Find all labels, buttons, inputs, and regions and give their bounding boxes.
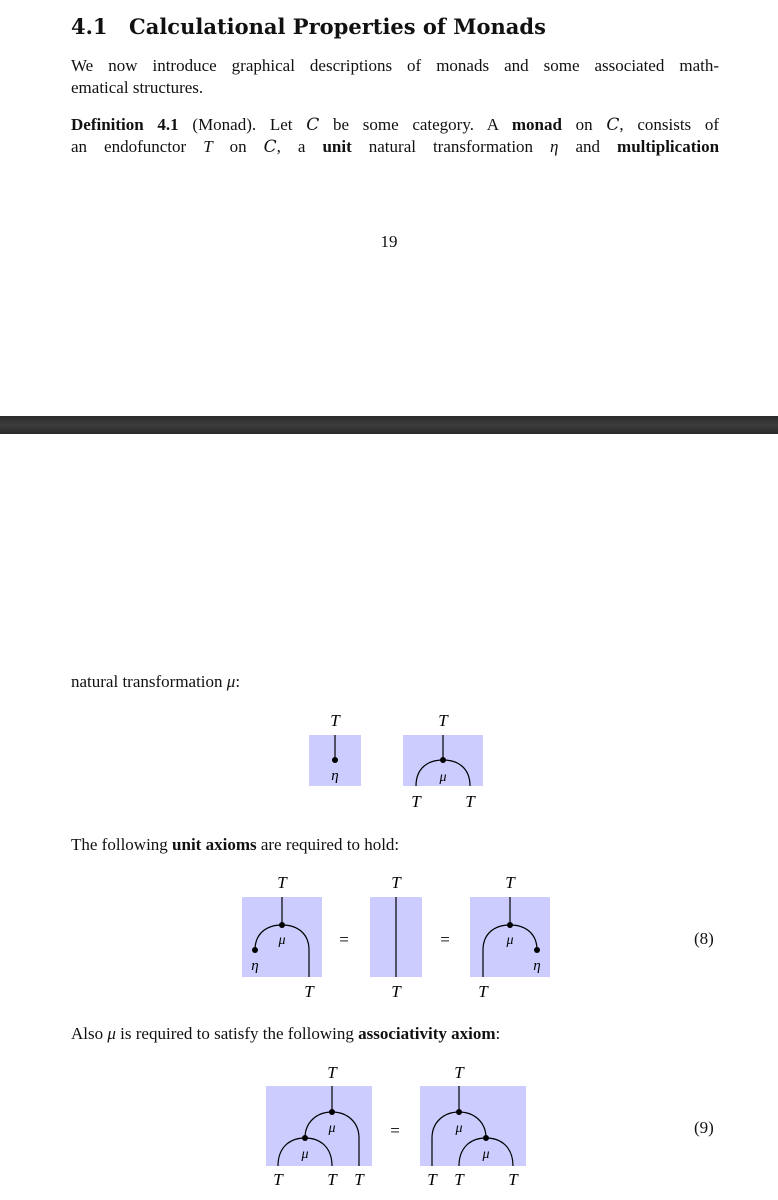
mu-node bbox=[456, 1109, 462, 1115]
unit-diagram bbox=[309, 711, 361, 786]
right-unit-diagram bbox=[470, 873, 550, 1001]
unit-axioms-diagram bbox=[230, 870, 570, 1002]
mu-node bbox=[483, 1135, 489, 1141]
equals-sign: = bbox=[440, 930, 450, 949]
definition-line-1 bbox=[71, 114, 719, 136]
diagram-box bbox=[420, 1086, 526, 1166]
eta-node bbox=[534, 947, 540, 953]
section-heading bbox=[71, 14, 546, 39]
label-mu: μ bbox=[301, 1147, 309, 1162]
label-T-top: T bbox=[454, 1063, 464, 1082]
continuation-line bbox=[71, 672, 240, 691]
definition-text: on bbox=[575, 115, 593, 134]
mu-node bbox=[329, 1109, 335, 1115]
label-T-bottom: T bbox=[478, 982, 488, 1001]
mu-node bbox=[507, 922, 513, 928]
definition-text: an endofunctor bbox=[71, 137, 187, 156]
term-multiplication: multiplication bbox=[617, 137, 720, 156]
definition-text: natural transformation bbox=[368, 137, 534, 156]
label-mu: μ bbox=[482, 1147, 490, 1162]
label-T-bottom: T bbox=[273, 1170, 283, 1189]
label-mu: μ bbox=[455, 1121, 463, 1136]
label-eta: η bbox=[533, 958, 541, 974]
label-T-bottom: T bbox=[454, 1170, 464, 1189]
assoc-text: Also bbox=[71, 1024, 104, 1043]
label-mu: μ bbox=[278, 933, 286, 948]
term-unit-axioms: unit axioms bbox=[172, 835, 257, 854]
label-eta: η bbox=[331, 768, 339, 784]
definition-text: and bbox=[575, 137, 601, 156]
unit-axioms-line bbox=[71, 835, 399, 854]
label-T-bottom: T bbox=[427, 1170, 437, 1189]
label-T-bottom: T bbox=[327, 1170, 337, 1189]
colon: : bbox=[235, 672, 241, 691]
term-monad: monad bbox=[511, 115, 562, 134]
definition-label: Definition 4.1 bbox=[71, 115, 179, 134]
definition-text: be some category. A bbox=[332, 115, 499, 134]
label-T-top: T bbox=[438, 711, 448, 730]
definition-text: Let bbox=[269, 115, 293, 134]
label-T-top: T bbox=[327, 1063, 337, 1082]
definition-text: , consists of bbox=[619, 115, 720, 134]
definition-line-2 bbox=[71, 136, 719, 158]
continuation-paragraph bbox=[71, 671, 719, 693]
intro-line-1: We now introduce graphical descriptions of monads and some associated math- bbox=[71, 56, 719, 75]
mult-diagram bbox=[403, 711, 483, 811]
label-T-top: T bbox=[505, 873, 515, 892]
label-T-bottom: T bbox=[354, 1170, 364, 1189]
equals-sign: = bbox=[339, 930, 349, 949]
equals-sign: = bbox=[390, 1121, 400, 1140]
term-unit: unit bbox=[322, 137, 352, 156]
unit-axioms-paragraph bbox=[71, 834, 719, 856]
label-T-bottom: T bbox=[304, 982, 314, 1001]
label-eta: η bbox=[251, 958, 259, 974]
term-associativity-axiom: associativity axiom bbox=[358, 1024, 496, 1043]
definition-text: , a bbox=[276, 137, 306, 156]
right-assoc-diagram bbox=[420, 1063, 526, 1189]
intro-paragraph bbox=[71, 55, 719, 99]
label-mu: μ bbox=[328, 1121, 336, 1136]
mu-node bbox=[302, 1135, 308, 1141]
page-separator bbox=[0, 416, 778, 434]
mu-node bbox=[440, 757, 446, 763]
associativity-paragraph bbox=[71, 1023, 719, 1045]
definition-paren: (Monad). bbox=[192, 115, 257, 134]
left-assoc-diagram bbox=[266, 1063, 372, 1189]
eta-node bbox=[252, 947, 258, 953]
equation-number-9: (9) bbox=[694, 1118, 714, 1137]
associativity-line bbox=[71, 1024, 500, 1043]
assoc-text: : bbox=[495, 1024, 501, 1043]
category-symbol: C bbox=[606, 115, 620, 135]
label-T-bottom: T bbox=[465, 792, 475, 811]
page-number: 19 bbox=[380, 232, 398, 251]
eta-node bbox=[332, 757, 338, 763]
label-T-top: T bbox=[330, 711, 340, 730]
category-symbol: C bbox=[263, 137, 277, 157]
symbol-mu: μ bbox=[226, 672, 236, 691]
label-T-bottom: T bbox=[508, 1170, 518, 1189]
unit-axioms-text: The following bbox=[71, 835, 168, 854]
label-mu: μ bbox=[439, 770, 447, 785]
associativity-diagram bbox=[260, 1058, 540, 1198]
left-unit-diagram bbox=[242, 873, 322, 1001]
label-mu: μ bbox=[506, 933, 514, 948]
assoc-text: is required to satisfy the following bbox=[120, 1024, 354, 1043]
section-number: 4.1 bbox=[71, 14, 108, 39]
generator-diagrams bbox=[300, 708, 500, 812]
continuation-text: natural transformation bbox=[71, 672, 223, 691]
mu-node bbox=[279, 922, 285, 928]
definition-text: on bbox=[229, 137, 247, 156]
identity-diagram bbox=[370, 873, 422, 1001]
section-title: Calculational Properties of Monads bbox=[129, 14, 546, 39]
label-T-top: T bbox=[391, 873, 401, 892]
label-T-top: T bbox=[277, 873, 287, 892]
definition-paragraph bbox=[71, 114, 719, 158]
category-symbol: C bbox=[306, 115, 320, 135]
equation-number-8: (8) bbox=[694, 929, 714, 948]
label-T-bottom: T bbox=[391, 982, 401, 1001]
symbol-T: T bbox=[203, 137, 213, 156]
unit-axioms-text: are required to hold: bbox=[260, 835, 400, 854]
intro-line-2: ematical structures. bbox=[71, 78, 204, 97]
label-T-bottom: T bbox=[411, 792, 421, 811]
symbol-mu: μ bbox=[107, 1024, 116, 1043]
symbol-eta: η bbox=[550, 137, 559, 156]
